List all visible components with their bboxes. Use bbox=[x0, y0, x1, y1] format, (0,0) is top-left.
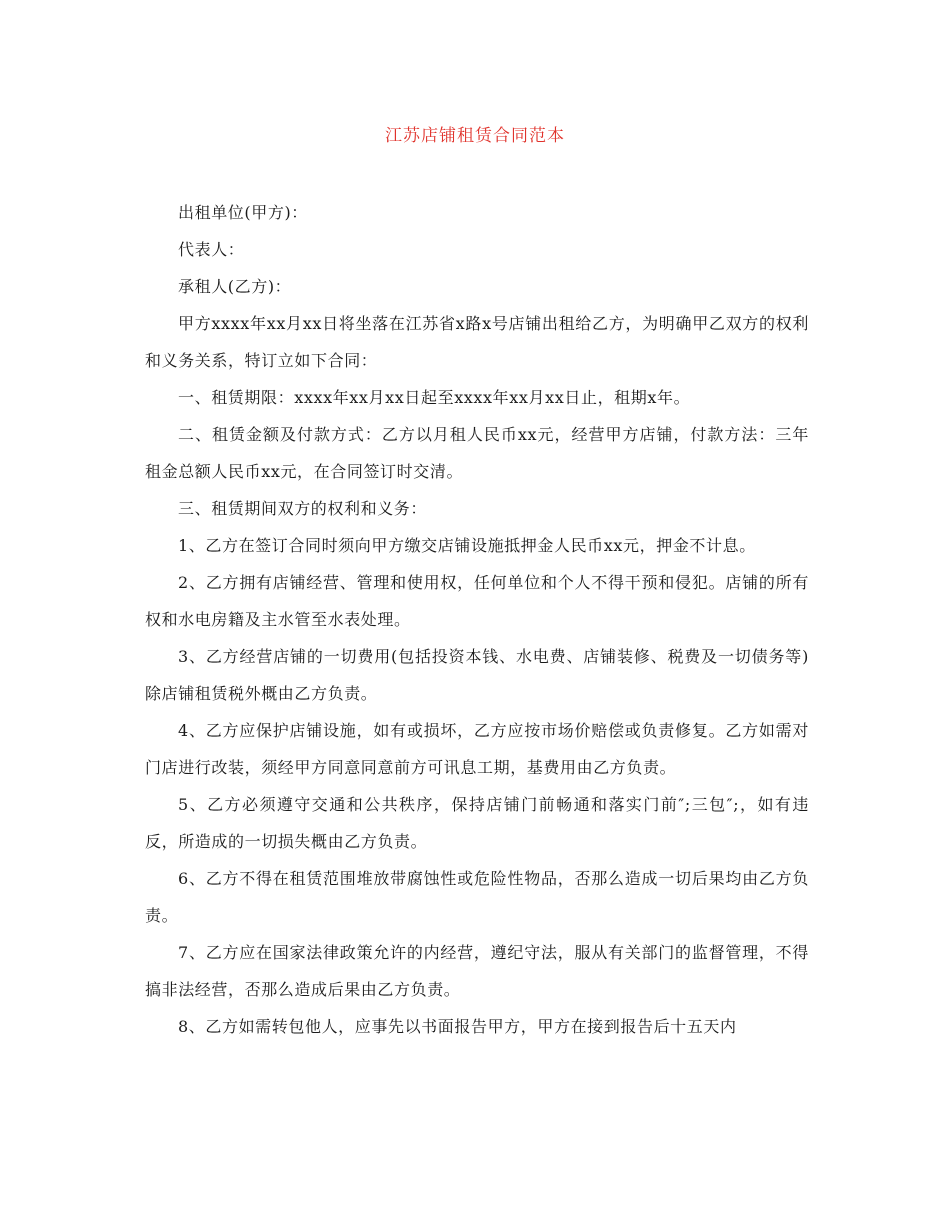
paragraph-representative: 代表人： bbox=[178, 240, 245, 259]
paragraph-clause-5: 5、乙方必须遵守交通和公共秩序，保持店铺门前畅通和落实门前″;三包″;，如有违反，所造成的一切损失概由乙方负责。 bbox=[145, 795, 809, 851]
paragraph-lessee: 承租人(乙方)： bbox=[178, 277, 292, 296]
paragraph-term: 一、租赁期限：xxxx年xx月xx日起至xxxx年xx月xx日止，租期x年。 bbox=[178, 388, 691, 407]
paragraph-lessor: 出租单位(甲方)： bbox=[178, 203, 308, 222]
paragraph-clause-3: 3、乙方经营店铺的一切费用(包括投资本钱、水电费、店铺装修、税费及一切债务等)除店铺租赁税外概由乙方负责。 bbox=[145, 647, 809, 703]
paragraph-clause-8: 8、乙方如需转包他人，应事先以书面报告甲方，甲方在接到报告后十五天内 bbox=[178, 1017, 737, 1036]
paragraph-clause-7: 7、乙方应在国家法律政策允许的内经营，遵纪守法，服从有关部门的监督管理，不得搞非法经营，否那么造成后果由乙方负责。 bbox=[145, 943, 809, 999]
document-body bbox=[145, 194, 809, 1045]
document-title: 江苏店铺租赁合同范本 bbox=[385, 126, 565, 146]
paragraph-clause-4: 4、乙方应保护店铺设施，如有或损坏，乙方应按市场价赔偿或负责修复。乙方如需对门店进行改装，须经甲方同意同意前方可讯息工期，基费用由乙方负责。 bbox=[145, 721, 809, 777]
paragraph-rights-heading: 三、租赁期间双方的权利和义务： bbox=[178, 499, 428, 518]
paragraph-clause-1: 1、乙方在签订合同时须向甲方缴交店铺设施抵押金人民币xx元，押金不计息。 bbox=[178, 536, 756, 555]
paragraph-preamble: 甲方xxxx年xx月xx日将坐落在江苏省x路x号店铺出租给乙方，为明确甲乙双方的权利和义务关系，特订立如下合同： bbox=[145, 314, 809, 370]
paragraph-clause-6: 6、乙方不得在租赁范围堆放带腐蚀性或危险性物品，否那么造成一切后果均由乙方负责。 bbox=[145, 869, 809, 925]
paragraph-clause-2: 2、乙方拥有店铺经营、管理和使用权，任何单位和个人不得干预和侵犯。店铺的所有权和水电房籍及主水管至水表处理。 bbox=[145, 573, 809, 629]
paragraph-payment: 二、租赁金额及付款方式：乙方以月租人民币xx元，经营甲方店铺，付款方法：三年租金总额人民币xx元，在合同签订时交清。 bbox=[145, 425, 809, 481]
